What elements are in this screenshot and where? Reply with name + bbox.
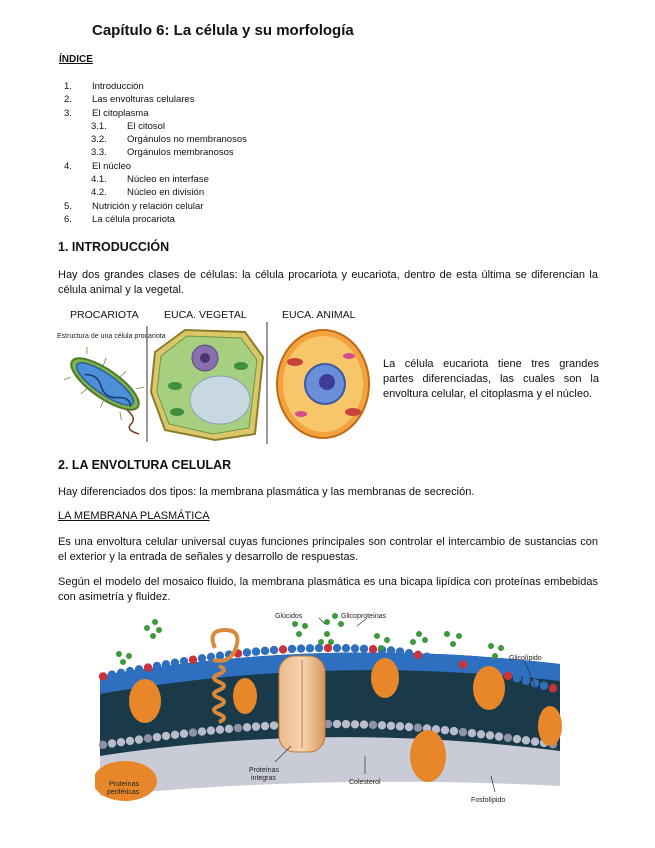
phospholipid-head xyxy=(333,644,341,652)
phospholipid-head xyxy=(189,656,197,664)
label-proteinas-perifericas-2: periféricas xyxy=(107,789,140,796)
phospholipid-head xyxy=(261,647,269,655)
phospholipid-head xyxy=(189,728,197,736)
phospholipid-head xyxy=(396,722,404,730)
phospholipid-head xyxy=(126,737,134,745)
phospholipid-head xyxy=(468,729,476,737)
protein-3 xyxy=(371,658,399,698)
phospholipid-head xyxy=(333,720,341,728)
label-vegetal: EUCA. VEGETAL xyxy=(164,309,247,321)
phospholipid-head xyxy=(180,729,188,737)
phospholipid-head xyxy=(468,662,476,670)
phospholipid-head xyxy=(414,723,422,731)
phospholipid-head xyxy=(549,684,557,692)
phospholipid-head xyxy=(99,672,107,680)
phospholipid-head xyxy=(306,644,314,652)
toc-item xyxy=(64,93,464,106)
toc-item-text: El citoplasma xyxy=(92,107,149,119)
toc-item-number: 4.2. xyxy=(91,187,107,199)
phospholipid-head xyxy=(531,679,539,687)
phospholipid-head xyxy=(297,644,305,652)
phospholipid-head xyxy=(387,722,395,730)
toc-item-text: Introducción xyxy=(92,81,144,92)
phospholipid-head xyxy=(540,682,548,690)
phospholipid-head xyxy=(153,662,161,670)
phospholipid-head xyxy=(486,731,494,739)
phospholipid-head xyxy=(252,722,260,730)
page-title: Capítulo 6: La célula y su morfología xyxy=(92,22,354,39)
section-2-heading: 2. LA ENVOLTURA CELULAR xyxy=(58,458,232,472)
label-animal: EUCA. ANIMAL xyxy=(282,309,356,321)
phospholipid-head xyxy=(261,722,269,730)
label-proteinas-perifericas-1: Proteínas xyxy=(109,781,139,788)
toc-item-number: 3.3. xyxy=(91,147,107,159)
section-1-heading: 1. INTRODUCCIÓN xyxy=(58,240,170,254)
toc-item xyxy=(64,186,464,199)
phospholipid-head xyxy=(459,660,467,668)
phospholipid-head xyxy=(450,727,458,735)
phospholipid-head xyxy=(522,677,530,685)
phospholipid-head xyxy=(351,644,359,652)
phospholipid-head xyxy=(279,645,287,653)
phospholipid-head xyxy=(441,726,449,734)
phospholipid-head xyxy=(252,647,260,655)
table-of-contents xyxy=(64,80,464,226)
label-glicoproteinas: Glicoproteínas xyxy=(341,613,387,620)
toc-item-number: 3.2. xyxy=(91,134,107,146)
phospholipid-head xyxy=(315,644,323,652)
plasma-membrane-figure xyxy=(95,606,565,806)
phospholipid-head xyxy=(513,735,521,743)
phospholipid-head xyxy=(324,644,332,652)
phospholipid-head xyxy=(225,725,233,733)
toc-item xyxy=(64,173,464,186)
phospholipid-head xyxy=(477,730,485,738)
phospholipid-head xyxy=(171,731,179,739)
phospholipid-head xyxy=(198,727,206,735)
phospholipid-head xyxy=(414,651,422,659)
phospholipid-head xyxy=(135,665,143,673)
label-glicolipido: Glicolípido xyxy=(509,655,542,662)
phospholipid-head xyxy=(126,667,134,675)
eukaryote-description: La célula eucariota tiene tres grandes partes diferenciadas, las cuales son la envoltura celular, el citoplasma y el núcleo. xyxy=(383,358,599,400)
plant-cell-illustration xyxy=(151,322,267,444)
phospholipid-head xyxy=(153,733,161,741)
toc-item-number: 2. xyxy=(64,94,72,106)
index-heading: ÍNDICE xyxy=(59,54,93,65)
section-1-paragraph: Hay dos grandes clases de células: la célula procariota y eucariota, dentro de esta última se diferencian la célula animal y la vegetal. xyxy=(58,269,598,296)
phospholipid-head xyxy=(369,721,377,729)
toc-item xyxy=(64,160,464,173)
label-proteinas-integras-1: Proteínas xyxy=(249,767,279,774)
toc-item-number: 1. xyxy=(64,81,72,92)
phospholipid-head xyxy=(459,728,467,736)
phospholipid-head xyxy=(396,647,404,655)
phospholipid-head xyxy=(405,723,413,731)
phospholipid-head xyxy=(504,672,512,680)
fluid-mosaic-paragraph: Según el modelo del mosaico fluido, la membrana plasmática es una bicapa lipídica con proteínas embebidas con asimetría y fluidez. xyxy=(58,576,598,603)
phospholipid-head xyxy=(108,670,116,678)
phospholipid-head xyxy=(360,720,368,728)
toc-item-text: La célula procariota xyxy=(92,213,175,225)
toc-item-text: Núcleo en división xyxy=(127,187,205,199)
phospholipid-head xyxy=(531,737,539,745)
phospholipid-head xyxy=(369,645,377,653)
protein-left xyxy=(129,679,161,723)
toc-item xyxy=(64,133,464,146)
label-colesterol: Colesterol xyxy=(349,779,381,786)
phospholipid-head xyxy=(117,669,125,677)
phospholipid-head xyxy=(360,645,368,653)
toc-item xyxy=(64,146,464,159)
phospholipid-head xyxy=(216,725,224,733)
protein-5 xyxy=(473,666,505,710)
phospholipid-head xyxy=(513,674,521,682)
membrane-definition: Es una envoltura celular universal cuyas funciones principales son controlar el intercambio de sustancias con el exterior y la entrada de señales y desarrollo de respuestas. xyxy=(58,536,598,563)
phospholipid-head xyxy=(243,648,251,656)
protein-2 xyxy=(233,678,257,714)
phospholipid-head xyxy=(198,654,206,662)
phospholipid-head xyxy=(207,726,215,734)
toc-item-text: Núcleo en interfase xyxy=(127,174,209,186)
toc-item-text: El citosol xyxy=(127,120,166,132)
toc-item-number: 3.1. xyxy=(91,120,107,132)
toc-item-number: 5. xyxy=(64,200,72,212)
toc-item xyxy=(64,200,464,213)
cell-types-figure xyxy=(55,322,375,444)
phospholipid-head xyxy=(243,723,251,731)
toc-item-text: Orgánulos membranosos xyxy=(127,147,234,159)
protein-4 xyxy=(410,730,446,782)
phospholipid-head xyxy=(405,649,413,657)
phospholipid-head xyxy=(270,646,278,654)
membrane-subheading: LA MEMBRANA PLASMÁTICA xyxy=(58,510,210,522)
phospholipid-head xyxy=(441,656,449,664)
phospholipid-head xyxy=(135,735,143,743)
phospholipid-head xyxy=(288,645,296,653)
toc-item xyxy=(64,213,464,226)
label-procariota: PROCARIOTA xyxy=(70,309,139,321)
toc-item-text: Orgánulos no membranosos xyxy=(127,134,247,146)
phospholipid-head xyxy=(342,644,350,652)
label-proteinas-integras-2: integras xyxy=(251,775,276,782)
phospholipid-head xyxy=(171,659,179,667)
phospholipid-head xyxy=(270,721,278,729)
phospholipid-head xyxy=(162,660,170,668)
phospholipid-head xyxy=(450,658,458,666)
toc-item-text: Las envolturas celulares xyxy=(92,94,195,106)
protein-6 xyxy=(538,706,562,746)
phospholipid-head xyxy=(99,741,107,749)
phospholipid-head xyxy=(387,646,395,654)
phospholipid-head xyxy=(234,724,242,732)
toc-item-number: 4.1. xyxy=(91,174,107,186)
phospholipid-head xyxy=(504,734,512,742)
toc-item xyxy=(64,80,464,93)
label-glucidos: Glúcidos xyxy=(275,613,303,620)
toc-item xyxy=(64,107,464,120)
phospholipid-head xyxy=(342,720,350,728)
phospholipid-head xyxy=(423,652,431,660)
phospholipid-head xyxy=(522,736,530,744)
label-fosfolipido: Fosfolípido xyxy=(471,797,506,804)
toc-item-number: 6. xyxy=(64,213,72,225)
toc-item-text: Nutrición y relación celular xyxy=(92,200,204,212)
svg-text:Estructura de una célula proca: Estructura de una célula procariota xyxy=(57,333,166,340)
phospholipid-head xyxy=(162,732,170,740)
phospholipid-head xyxy=(351,720,359,728)
toc-item-number: 3. xyxy=(64,107,72,119)
phospholipid-head xyxy=(144,663,152,671)
section-2-paragraph: Hay diferenciados dos tipos: la membrana plasmática y las membranas de secreción. xyxy=(58,486,475,498)
toc-item-text: El núcleo xyxy=(92,160,132,172)
phospholipid-head xyxy=(495,732,503,740)
phospholipid-head xyxy=(432,654,440,662)
prokaryote-cell-illustration xyxy=(57,326,166,442)
toc-item xyxy=(64,120,464,133)
phospholipid-head xyxy=(117,738,125,746)
toc-item-number: 4. xyxy=(64,160,72,172)
animal-cell-illustration xyxy=(277,330,369,438)
phospholipid-head xyxy=(108,739,116,747)
phospholipid-head xyxy=(378,721,386,729)
phospholipid-head xyxy=(180,657,188,665)
phospholipid-head xyxy=(144,734,152,742)
